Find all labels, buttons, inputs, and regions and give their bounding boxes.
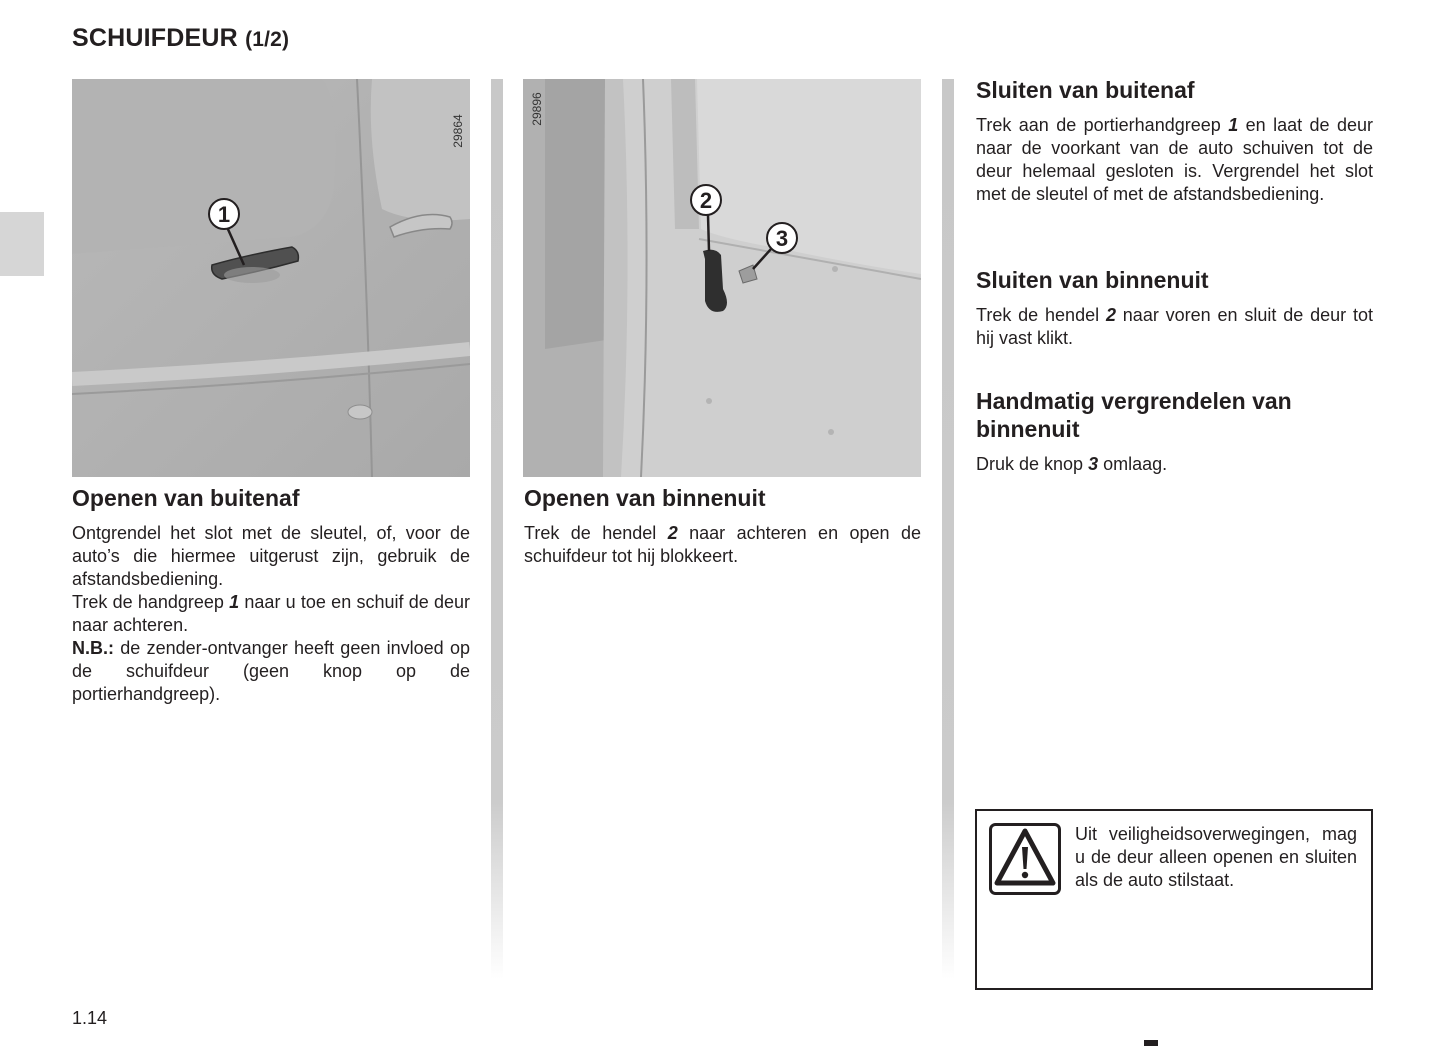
paragraph-lever-start: Trek de hendel: [524, 523, 668, 543]
paragraph-unlock: Ontgrendel het slot met de sleutel, of, voor de auto’s die hiermee uitgerust zijn, gebruik de afstandsbediening.: [72, 523, 470, 589]
page-title: [72, 24, 289, 53]
warning-text: Uit veiligheidsoverwegingen, mag u de deur alleen openen en sluiten als de auto stilstaat.: [1075, 824, 1357, 890]
heading-sluiten-binnenuit: Sluiten van binnenuit: [976, 267, 1209, 293]
warning-triangle-icon: [989, 823, 1061, 895]
text-sluiten-buitenaf: [976, 114, 1373, 206]
page-title-text: SCHUIFDEUR: [72, 24, 238, 52]
text-segment: naar voren en sluit de deur tot hij vast klikt.: [976, 305, 1373, 348]
heading-handmatig-vergrendelen: Handmatig vergrendelen van binnenuit: [976, 388, 1292, 442]
paragraph-pull-handle-start: Trek de handgreep: [72, 592, 230, 612]
warning-box: [975, 809, 1373, 990]
heading-sluiten-buitenaf: Sluiten van buitenaf: [976, 77, 1195, 103]
callout-2: 2: [699, 188, 713, 213]
figure-number: 29864: [451, 114, 465, 148]
continuation-mark: [1144, 1040, 1158, 1046]
figure-exterior-handle: [72, 79, 470, 477]
reference-2: 2: [667, 523, 678, 543]
reference-1: 1: [1228, 115, 1239, 135]
reference-2: 2: [1105, 305, 1116, 325]
text-handmatig-vergrendelen: [976, 453, 1373, 476]
paragraph-lever-end: naar achteren en open de schuifdeur tot hij blokkeert.: [524, 523, 921, 566]
callout-3: 3: [775, 226, 789, 251]
text-segment: omlaag.: [1098, 454, 1168, 474]
exterior-door-illustration: [72, 79, 470, 477]
text-sluiten-binnenuit: [976, 304, 1373, 350]
text-openen-buitenaf: [72, 522, 470, 706]
paragraph-pull-handle-end: naar u toe en schuif de deur naar achteren.: [72, 592, 470, 635]
column-divider: [491, 79, 503, 979]
text-segment: Trek aan de portierhandgreep: [976, 115, 1229, 135]
reference-1: 1: [229, 592, 240, 612]
section-tab-marker: [0, 212, 44, 276]
text-openen-binnenuit: [524, 522, 921, 568]
figure-number: 29896: [530, 92, 544, 126]
page-title-part: (1/2): [245, 28, 290, 51]
heading-openen-binnenuit: Openen van binnenuit: [524, 485, 766, 511]
nb-label: N.B.:: [72, 638, 114, 658]
callout-1: 1: [217, 202, 231, 227]
column-divider: [942, 79, 954, 979]
heading-openen-buitenaf: Openen van buitenaf: [72, 485, 300, 511]
nb-text: de zender-ontvanger heeft geen invloed op de schuifdeur (geen knop op de portierhandgreep).: [72, 638, 470, 704]
reference-3: 3: [1088, 454, 1099, 474]
text-segment: en laat de deur naar de voorkant van de auto schuiven tot de deur helemaal gesloten is. Vergrendel het slot met de sleutel of met de afstandsbediening.: [976, 115, 1373, 204]
figure-interior-lever: [523, 79, 921, 477]
text-segment: Druk de knop: [976, 454, 1089, 474]
interior-door-illustration: [523, 79, 921, 477]
text-segment: Trek de hendel: [976, 305, 1106, 325]
page-number: 1.14: [72, 1008, 108, 1028]
